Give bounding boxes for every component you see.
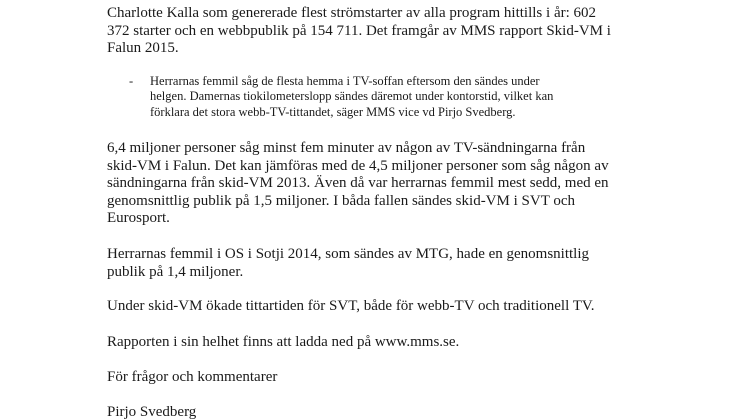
bullet-marker: - bbox=[129, 74, 134, 88]
paragraph-os: Herrarnas femmil i OS i Sotji 2014, som sändes av MTG, hade en genomsnittlig publik på 1,4 miljoner. bbox=[107, 246, 590, 280]
paragraph-rapport: Rapporten i sin helhet finns att ladda ned på www.mms.se. bbox=[107, 334, 460, 350]
contact-name: Pirjo Svedberg bbox=[107, 404, 197, 419]
paragraph-viewers: 6,4 miljoner personer såg minst fem minuter av någon av TV-sändningarna från skid-VM i Falun. Det kan jämföras med de 4,5 miljoner personer som såg någon av sändningarna från skid-VM 2013. Även då var herrarnas femmil mest sedd, med en genomsnittlig publik på 1,5 miljoner. I båda fallen sändes skid-VM i SVT och Eurosport. bbox=[107, 140, 609, 227]
paragraph-intro: Charlotte Kalla som genererade flest strömstarter av alla program hittills i år: 602 372 starter och en webbpublik på 154 711. Det framgår av MMS rapport Skid-VM i Falun 2015. bbox=[107, 5, 611, 57]
bullet-quote-text: Herrarnas femmil såg de flesta hemma i TV-soffan eftersom den sändes under helgen. Damernas tiokilometerslopp sändes däremot under kontorstid, vilket kan förklara det stora webb-TV-tittandet, säger MMS vice vd Pirjo Svedberg. bbox=[150, 74, 554, 119]
paragraph-fragor: För frågor och kommentarer bbox=[107, 369, 278, 385]
paragraph-tittartid: Under skid-VM ökade tittartiden för SVT, både för webb-TV och traditionell TV. bbox=[107, 298, 595, 314]
